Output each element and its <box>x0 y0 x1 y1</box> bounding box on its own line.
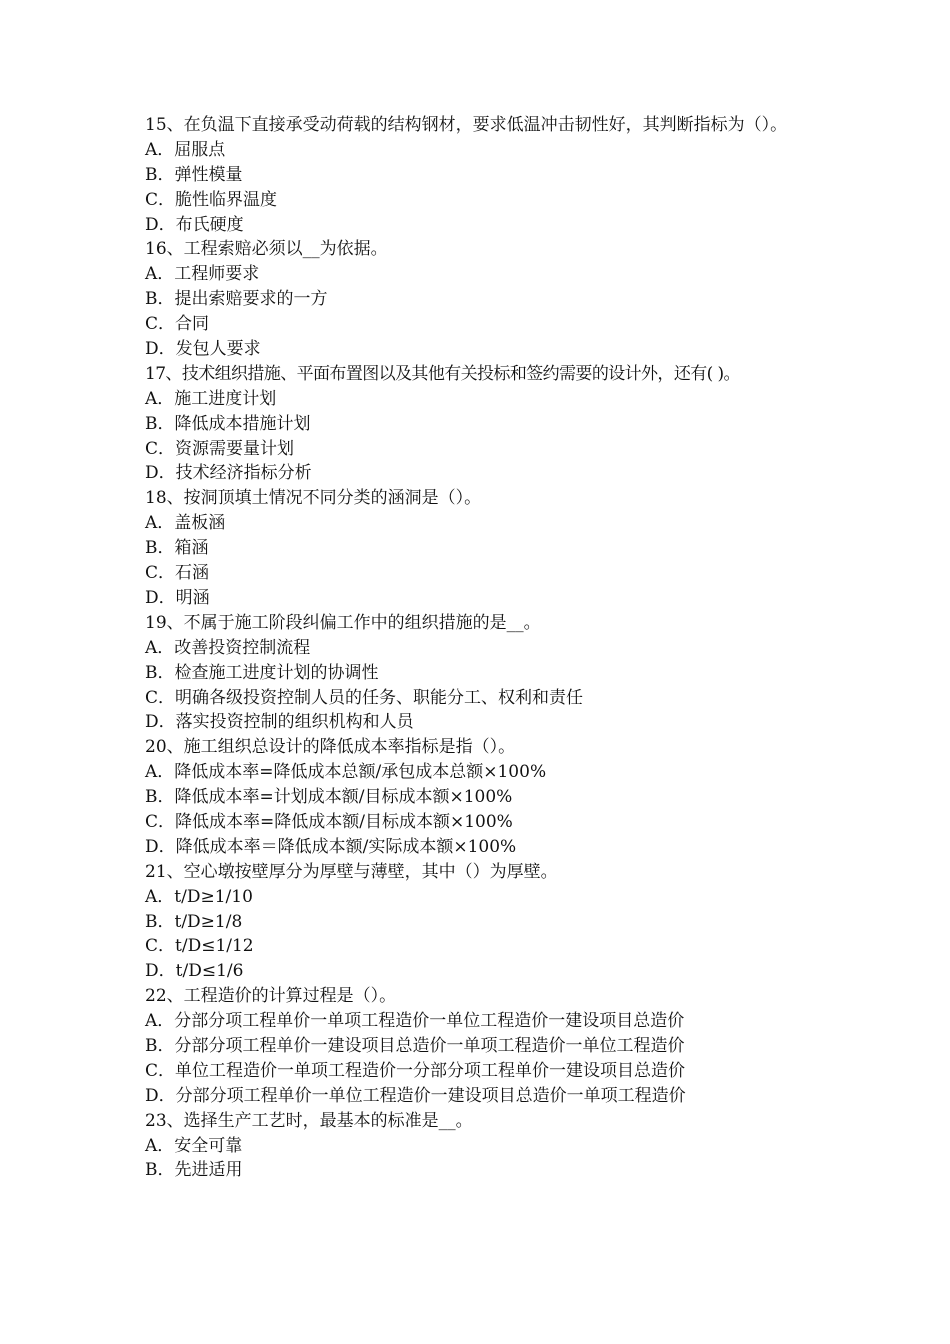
option-d: D．明涵 <box>145 587 210 608</box>
option-b: B．先进适用 <box>145 1160 243 1181</box>
option-b: B．检查施工进度计划的协调性 <box>145 662 379 683</box>
question-23 <box>145 1109 835 1184</box>
option-a: A．安全可靠 <box>145 1135 243 1156</box>
option-d: D．布氏硬度 <box>145 214 244 235</box>
question-22 <box>145 984 835 1108</box>
option-b: B．分部分项工程单价一建设项目总造价一单项工程造价一单位工程造价 <box>145 1035 685 1056</box>
question-stem: 17、技术组织措施、平面布置图以及其他有关投标和签约需要的设计外，还有( )。 <box>145 363 740 384</box>
option-d: D．技术经济指标分析 <box>145 463 312 484</box>
option-a: A．改善投资控制流程 <box>145 637 311 658</box>
question-stem: 22、工程造价的计算过程是（）。 <box>145 986 397 1007</box>
option-b: B．t/D≥1/8 <box>145 911 243 932</box>
question-stem: 16、工程索赔必须以__为依据。 <box>145 239 388 260</box>
option-c: C．合同 <box>145 314 210 335</box>
question-20 <box>145 735 835 859</box>
option-b: B．降低成本率=计划成本额/目标成本额×100% <box>145 787 513 808</box>
option-a: A．分部分项工程单价一单项工程造价一单位工程造价一建设项目总造价 <box>145 1011 685 1032</box>
option-d: D．t/D≤1/6 <box>145 961 244 982</box>
option-b: B．箱涵 <box>145 538 209 559</box>
option-c: C．降低成本率=降低成本额/目标成本额×100% <box>145 811 513 832</box>
option-a: A．盖板涵 <box>145 513 226 534</box>
question-16 <box>145 237 835 361</box>
option-d: D．发包人要求 <box>145 339 261 360</box>
option-c: C．单位工程造价一单项工程造价一分部分项工程单价一建设项目总造价 <box>145 1060 686 1081</box>
option-c: C．明确各级投资控制人员的任务、职能分工、权利和责任 <box>145 687 584 708</box>
option-d: D．降低成本率＝降低成本额/实际成本额×100% <box>145 836 517 857</box>
question-stem: 23、选择生产工艺时，最基本的标准是__。 <box>145 1110 473 1131</box>
question-stem: 21、空心墩按壁厚分为厚壁与薄壁，其中（）为厚壁。 <box>145 861 558 882</box>
option-a: A．施工进度计划 <box>145 388 277 409</box>
question-17 <box>145 362 835 486</box>
question-15 <box>145 113 835 237</box>
option-c: C．石涵 <box>145 563 210 584</box>
question-stem: 15、在负温下直接承受动荷载的结构钢材，要求低温冲击韧性好，其判断指标为（）。 <box>145 115 788 135</box>
question-stem: 20、施工组织总设计的降低成本率指标是指（）。 <box>145 737 516 758</box>
option-a: A．屈服点 <box>145 139 226 160</box>
option-a: A．t/D≥1/10 <box>145 886 253 907</box>
option-c: C．t/D≤1/12 <box>145 936 254 957</box>
option-d: D．落实投资控制的组织机构和人员 <box>145 712 414 733</box>
question-18 <box>145 486 835 610</box>
question-stem: 18、按洞顶填土情况不同分类的涵洞是（）。 <box>145 488 482 509</box>
question-21 <box>145 860 835 984</box>
option-b: B．降低成本措施计划 <box>145 413 311 434</box>
question-19 <box>145 611 835 735</box>
option-b: B．提出索赔要求的一方 <box>145 289 328 310</box>
document-page <box>145 113 835 1183</box>
option-a: A．降低成本率=降低成本总额/承包成本总额×100% <box>145 762 547 783</box>
option-c: C．脆性临界温度 <box>145 189 278 210</box>
option-d: D．分部分项工程单价一单位工程造价一建设项目总造价一单项工程造价 <box>145 1085 686 1106</box>
option-b: B．弹性模量 <box>145 164 243 185</box>
question-stem: 19、不属于施工阶段纠偏工作中的组织措施的是__。 <box>145 612 541 633</box>
option-a: A．工程师要求 <box>145 264 260 285</box>
option-c: C．资源需要量计划 <box>145 438 295 459</box>
